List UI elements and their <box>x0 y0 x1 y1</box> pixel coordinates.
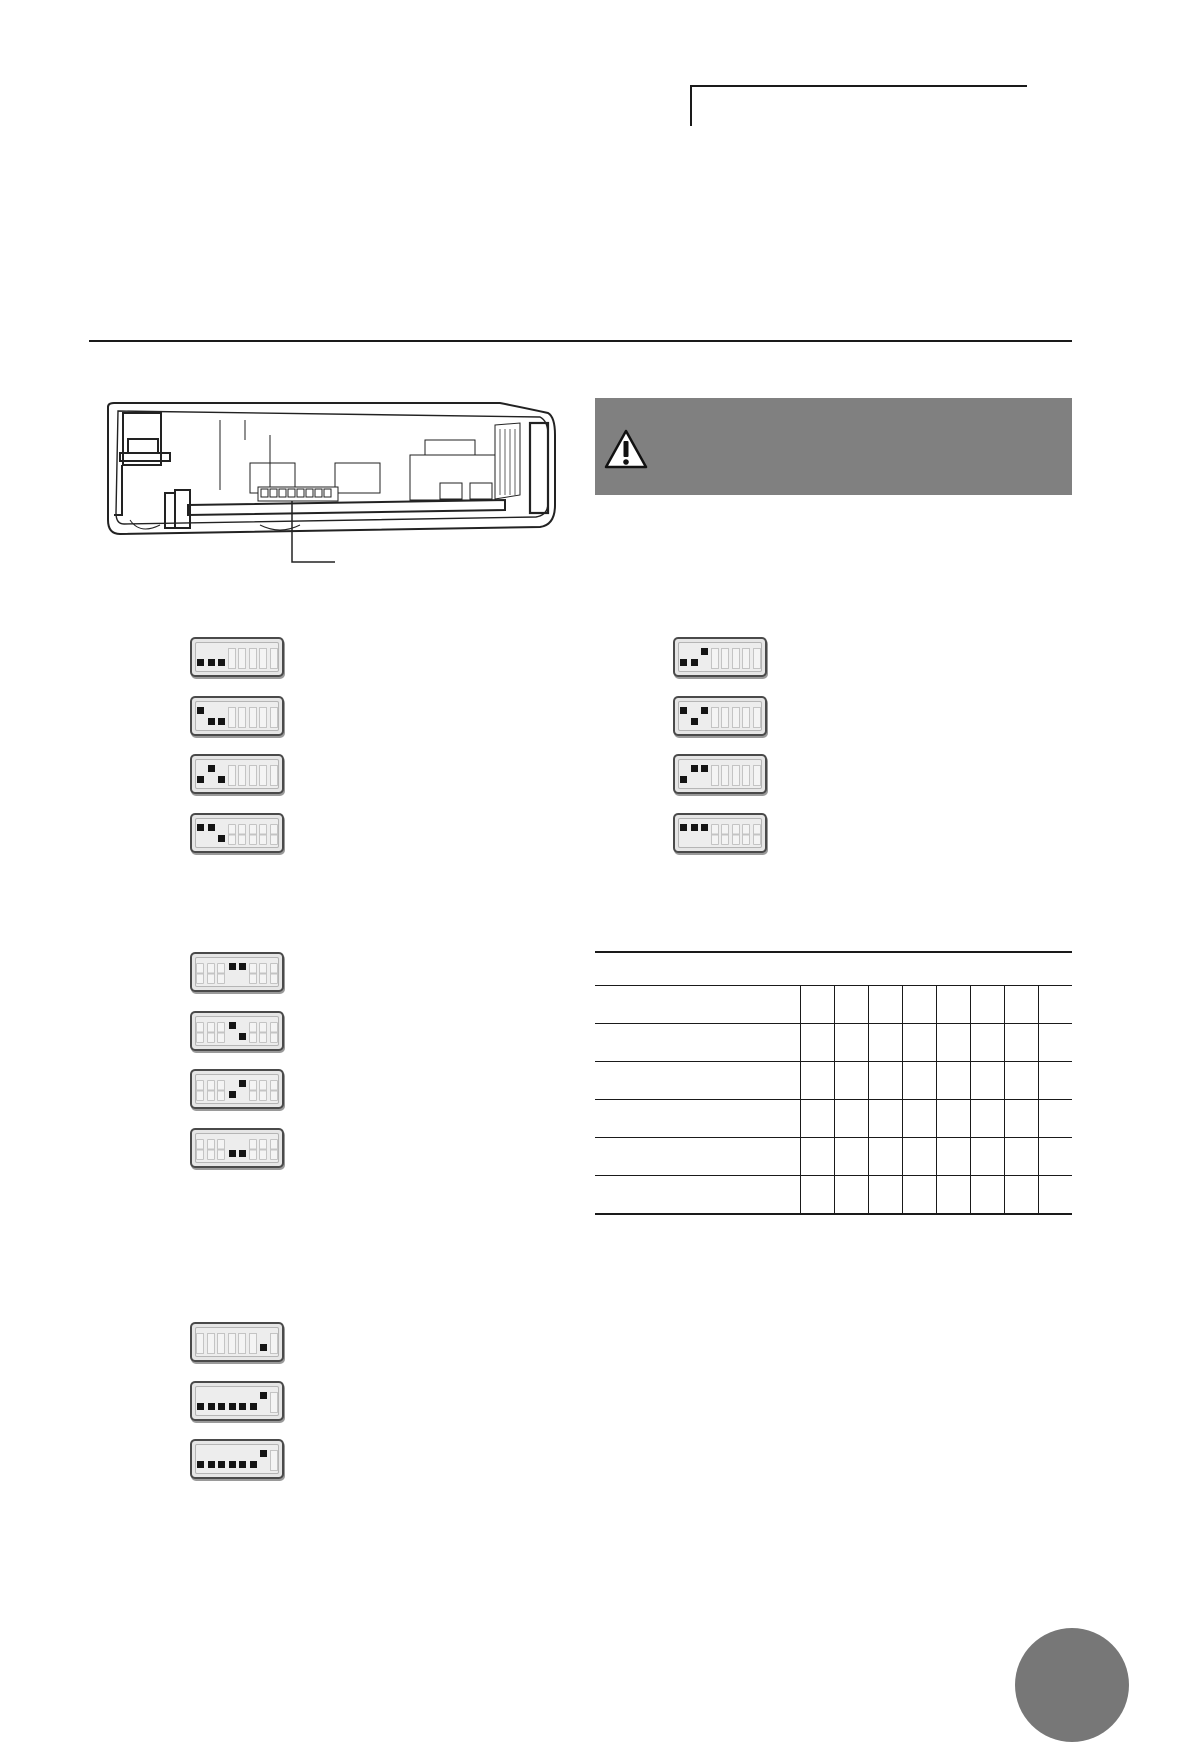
switch-lever <box>239 1033 246 1040</box>
table-cell <box>1005 1100 1039 1138</box>
table-cell <box>971 1100 1005 1138</box>
table-label-cell <box>595 1062 801 1100</box>
table-row <box>595 1100 1072 1138</box>
switch-lever <box>250 1461 257 1468</box>
table-bottom-rule <box>595 1213 1072 1215</box>
switch-slot <box>207 1333 215 1354</box>
switch-lever <box>197 707 204 714</box>
switch-lever <box>208 659 215 666</box>
dip-switch <box>190 754 284 794</box>
switch-slot <box>753 765 761 786</box>
switch-lever <box>218 835 225 842</box>
switch-slot <box>753 824 761 845</box>
switch-slot <box>249 1080 257 1101</box>
table-label-cell <box>595 1138 801 1176</box>
dip-switch <box>190 637 284 677</box>
switch-lever <box>197 1461 204 1468</box>
dip-switch <box>190 1128 284 1168</box>
switch-lever <box>701 824 708 831</box>
switch-slot <box>721 765 729 786</box>
switch-lever <box>229 1022 236 1029</box>
switch-slot <box>259 1139 267 1160</box>
switch-lever <box>250 1403 257 1410</box>
table-cell <box>1039 1062 1073 1100</box>
switch-slot <box>249 1022 257 1043</box>
switch-slot <box>238 648 246 669</box>
switch-slot <box>270 765 278 786</box>
table-cell <box>869 1176 903 1214</box>
table-cell <box>801 986 835 1024</box>
switch-lever <box>701 765 708 772</box>
switch-lever <box>691 824 698 831</box>
switch-slot <box>238 824 246 845</box>
table-cell <box>835 1100 869 1138</box>
switch-lever <box>691 765 698 772</box>
switch-slot <box>259 963 267 984</box>
table-cell <box>903 1024 937 1062</box>
switch-slot <box>753 648 761 669</box>
table-cell <box>1039 1138 1073 1176</box>
switch-lever <box>260 1392 267 1399</box>
switch-lever <box>239 963 246 970</box>
section-rule <box>89 340 1072 342</box>
table-cell <box>903 986 937 1024</box>
page-number-badge <box>1015 1628 1129 1742</box>
dip-switch <box>190 1439 284 1479</box>
settings-table <box>595 951 1072 1214</box>
switch-slot <box>753 707 761 728</box>
table-cell <box>937 1100 971 1138</box>
switch-lever <box>701 707 708 714</box>
switch-slot <box>228 648 236 669</box>
switch-lever <box>239 1461 246 1468</box>
table-header-cell <box>801 951 1073 986</box>
switch-slot <box>721 824 729 845</box>
switch-lever <box>197 659 204 666</box>
table-cell <box>937 986 971 1024</box>
table-cell <box>835 1024 869 1062</box>
switch-lever <box>229 1150 236 1157</box>
switch-slot <box>207 1139 215 1160</box>
table-label-cell <box>595 1176 801 1214</box>
switch-lever <box>208 718 215 725</box>
switch-slot <box>270 824 278 845</box>
switch-slot <box>270 1450 278 1471</box>
switch-slot <box>249 824 257 845</box>
switch-lever <box>691 718 698 725</box>
table-row <box>595 986 1072 1024</box>
table-cell <box>937 1176 971 1214</box>
settings-grid <box>595 951 1072 1214</box>
switch-slot <box>721 648 729 669</box>
table-cell <box>1039 1024 1073 1062</box>
switch-slot <box>259 1022 267 1043</box>
warning-box <box>595 398 1072 495</box>
dip-switch <box>673 813 767 853</box>
table-cell <box>869 1062 903 1100</box>
switch-slot <box>721 707 729 728</box>
switch-lever <box>208 1461 215 1468</box>
switch-lever <box>229 1091 236 1098</box>
table-row <box>595 1024 1072 1062</box>
warning-triangle-icon <box>603 428 649 470</box>
table-cell <box>835 1176 869 1214</box>
switch-slot <box>259 1080 267 1101</box>
switch-lever <box>218 1461 225 1468</box>
table-cell <box>1039 1100 1073 1138</box>
switch-lever <box>229 1461 236 1468</box>
table-cell <box>1005 1024 1039 1062</box>
table-cell <box>801 1138 835 1176</box>
dip-switch <box>190 1069 284 1109</box>
switch-slot <box>270 1022 278 1043</box>
dip-switch <box>673 754 767 794</box>
switch-lever <box>680 659 687 666</box>
switch-lever <box>229 963 236 970</box>
switch-lever <box>239 1150 246 1157</box>
dip-switch <box>190 1011 284 1051</box>
switch-slot <box>196 1022 204 1043</box>
table-cell <box>1005 1176 1039 1214</box>
switch-slot <box>270 1333 278 1354</box>
table-cell <box>869 1024 903 1062</box>
switch-slot <box>228 707 236 728</box>
table-cell <box>1005 1138 1039 1176</box>
switch-lever <box>239 1403 246 1410</box>
table-cell <box>801 1024 835 1062</box>
switch-slot <box>711 707 719 728</box>
table-cell <box>937 1138 971 1176</box>
switch-lever <box>197 1403 204 1410</box>
switch-lever <box>260 1344 267 1351</box>
switch-slot <box>238 1333 246 1354</box>
switch-slot <box>732 765 740 786</box>
table-cell <box>1039 986 1073 1024</box>
switch-slot <box>259 824 267 845</box>
table-cell <box>835 1138 869 1176</box>
switch-slot <box>249 1139 257 1160</box>
table-cell <box>869 1100 903 1138</box>
table-cell <box>801 1062 835 1100</box>
switch-slot <box>270 1080 278 1101</box>
switch-slot <box>732 824 740 845</box>
switch-slot <box>249 963 257 984</box>
table-cell <box>1039 1176 1073 1214</box>
switch-lever <box>229 1403 236 1410</box>
dip-switch-body <box>195 1386 279 1416</box>
dip-switch <box>190 1381 284 1421</box>
table-cell <box>903 1138 937 1176</box>
table-cell <box>971 1138 1005 1176</box>
dip-switch-body <box>195 1444 279 1474</box>
switch-slot <box>732 648 740 669</box>
switch-slot <box>270 648 278 669</box>
switch-slot <box>249 765 257 786</box>
switch-slot <box>711 648 719 669</box>
table-cell <box>1005 986 1039 1024</box>
header-frame-left <box>690 85 692 126</box>
switch-lever <box>208 765 215 772</box>
table-label-cell <box>595 1024 801 1062</box>
switch-slot <box>217 1139 225 1160</box>
table-cell <box>937 1024 971 1062</box>
switch-slot <box>259 648 267 669</box>
switch-lever <box>208 824 215 831</box>
switch-slot <box>207 1022 215 1043</box>
dip-switch <box>673 637 767 677</box>
header-frame-top <box>690 85 1027 87</box>
switch-slot <box>217 963 225 984</box>
table-label-cell <box>595 1100 801 1138</box>
table-cell <box>971 1024 1005 1062</box>
switch-slot <box>259 765 267 786</box>
table-label-cell <box>595 986 801 1024</box>
table-cell <box>971 1062 1005 1100</box>
table-cell <box>903 1062 937 1100</box>
table-cell <box>1005 1062 1039 1100</box>
switch-slot <box>742 707 750 728</box>
switch-lever <box>197 776 204 783</box>
switch-slot <box>207 1080 215 1101</box>
switch-lever <box>691 659 698 666</box>
switch-slot <box>196 963 204 984</box>
table-cell <box>869 986 903 1024</box>
switch-lever <box>239 1080 246 1087</box>
table-label-cell <box>595 951 801 986</box>
table-cell <box>801 1100 835 1138</box>
switch-slot <box>711 824 719 845</box>
switch-lever <box>218 776 225 783</box>
table-cell <box>903 1176 937 1214</box>
table-row <box>595 1138 1072 1176</box>
dip-switch <box>190 813 284 853</box>
switch-slot <box>196 1139 204 1160</box>
table-cell <box>869 1138 903 1176</box>
switch-slot <box>270 707 278 728</box>
switch-slot <box>228 824 236 845</box>
switch-slot <box>196 1333 204 1354</box>
switch-lever <box>680 776 687 783</box>
switch-lever <box>218 1403 225 1410</box>
switch-slot <box>711 765 719 786</box>
dip-switch <box>673 696 767 736</box>
table-row <box>595 951 1072 986</box>
switch-slot <box>217 1022 225 1043</box>
switch-slot <box>249 1333 257 1354</box>
table-row <box>595 1176 1072 1214</box>
switch-slot <box>270 963 278 984</box>
switch-slot <box>259 707 267 728</box>
unit-internal-view <box>100 395 560 570</box>
table-cell <box>835 986 869 1024</box>
table-cell <box>937 1062 971 1100</box>
switch-lever <box>208 1403 215 1410</box>
switch-lever <box>260 1450 267 1457</box>
switch-lever <box>218 718 225 725</box>
switch-lever <box>701 648 708 655</box>
dip-switch <box>190 696 284 736</box>
table-cell <box>835 1062 869 1100</box>
switch-slot <box>249 648 257 669</box>
switch-slot <box>732 707 740 728</box>
switch-slot <box>270 1139 278 1160</box>
switch-slot <box>207 963 215 984</box>
dip-switch <box>190 1322 284 1362</box>
switch-slot <box>217 1333 225 1354</box>
switch-slot <box>742 765 750 786</box>
switch-lever <box>680 707 687 714</box>
switch-lever <box>680 824 687 831</box>
dip-switch <box>190 952 284 992</box>
switch-slot <box>238 707 246 728</box>
table-cell <box>801 1176 835 1214</box>
table-row <box>595 1062 1072 1100</box>
switch-slot <box>742 648 750 669</box>
switch-slot <box>196 1080 204 1101</box>
table-top-rule <box>595 951 1072 953</box>
switch-slot <box>228 1333 236 1354</box>
switch-lever <box>218 659 225 666</box>
table-cell <box>971 1176 1005 1214</box>
switch-slot <box>238 765 246 786</box>
switch-slot <box>270 1392 278 1413</box>
switch-slot <box>742 824 750 845</box>
switch-slot <box>249 707 257 728</box>
switch-slot <box>217 1080 225 1101</box>
table-cell <box>903 1100 937 1138</box>
switch-slot <box>228 765 236 786</box>
table-cell <box>971 986 1005 1024</box>
switch-lever <box>197 824 204 831</box>
